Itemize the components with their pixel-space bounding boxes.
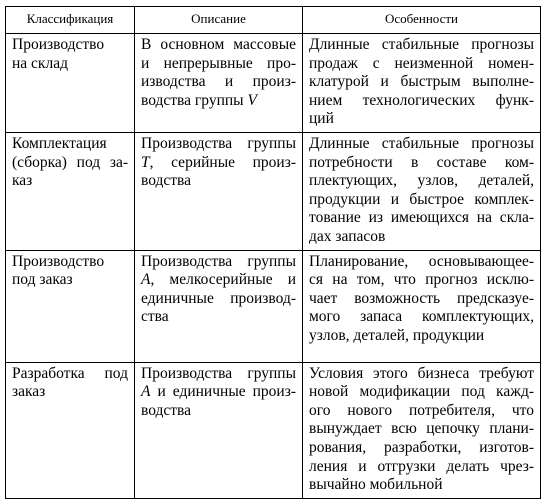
cell-line: ства (141, 308, 169, 326)
cell-line: ся на том, что прогноз исклю- (309, 271, 534, 289)
cell-line: Производства группы (141, 252, 296, 270)
cell-line: Производство (12, 252, 105, 270)
cell-line: заказ (12, 383, 46, 401)
cell-line: водства (141, 401, 192, 419)
cell-line: Планирование, основывающее- (309, 252, 534, 270)
cell-line: потребности в составе ком- (309, 153, 534, 171)
cell-line: на склад (12, 54, 68, 72)
cell-line: ления и отгрузки делать чрез- (309, 457, 534, 475)
cell-description (135, 362, 303, 498)
table-row (6, 250, 541, 362)
cell-line: T, серийные произ- (141, 153, 296, 171)
cell-line: В основном массовые (141, 36, 296, 53)
cell-classification (6, 34, 135, 133)
cell-line: вынуждает всю цепочку плани- (309, 420, 534, 438)
cell-line: Условия этого бизнеса требуют (309, 364, 534, 382)
cell-description (135, 250, 303, 362)
production-classification-table (5, 6, 541, 499)
cell-line: под заказ (12, 271, 73, 289)
table-row (6, 34, 541, 133)
cell-features (303, 132, 541, 250)
cell-line: дах запасов (309, 227, 386, 245)
cell-line: вычайно мобильной (309, 476, 443, 494)
cell-line: новой модификации под кажд- (309, 383, 534, 401)
cell-line: каз (12, 172, 33, 190)
cell-classification (6, 132, 135, 250)
cell-line: продукции и быстрое комплек- (309, 190, 534, 208)
cell-line: водства (141, 172, 192, 190)
cell-features (303, 362, 541, 498)
table-header-row (6, 7, 541, 34)
cell-line: (сборка) под за- (12, 153, 128, 171)
cell-line: изводства и произ- (141, 73, 296, 91)
cell-line: клатурой и быстрым выполне- (309, 73, 534, 91)
cell-line: Производство (12, 36, 105, 53)
cell-line: и непрерывные про- (141, 54, 296, 72)
cell-line: Комплектация (12, 134, 107, 152)
header-features: Особенности (303, 7, 541, 34)
cell-line: тование из имеющихся на скла- (309, 209, 534, 227)
cell-features (303, 34, 541, 133)
cell-line: Длинные стабильные прогнозы (309, 134, 534, 152)
cell-line: нием технологических функ- (309, 91, 534, 109)
cell-line: Длинные стабильные прогнозы (309, 36, 534, 53)
cell-line: Производства группы (141, 364, 296, 382)
cell-line: чает возможность предсказуе- (309, 289, 534, 307)
cell-line: единичные производ- (141, 289, 296, 307)
cell-description (135, 132, 303, 250)
cell-description (135, 34, 303, 133)
table-row (6, 362, 541, 498)
cell-line: Производства группы (141, 134, 296, 152)
header-description: Описание (135, 7, 303, 34)
cell-features (303, 250, 541, 362)
cell-classification (6, 362, 135, 498)
cell-classification (6, 250, 135, 362)
cell-line: Разработка под (12, 364, 128, 382)
cell-line: плектующих, узлов, деталей, (309, 172, 534, 190)
table-row (6, 132, 541, 250)
cell-line: узлов, деталей, продукции (309, 326, 485, 344)
cell-line: ций (309, 110, 334, 128)
cell-line: A и единичные произ- (141, 383, 296, 401)
cell-line: водства группы V (141, 91, 257, 109)
cell-line: ого нового потребителя, что (309, 401, 534, 419)
cell-line: продаж с неизменной номен- (309, 54, 534, 72)
cell-line: A, мелкосерийные и (141, 271, 296, 289)
header-classification: Классификация (6, 7, 135, 34)
cell-line: мого запаса комплектующих, (309, 308, 534, 326)
cell-line: рования, разработки, изготов- (309, 438, 534, 456)
